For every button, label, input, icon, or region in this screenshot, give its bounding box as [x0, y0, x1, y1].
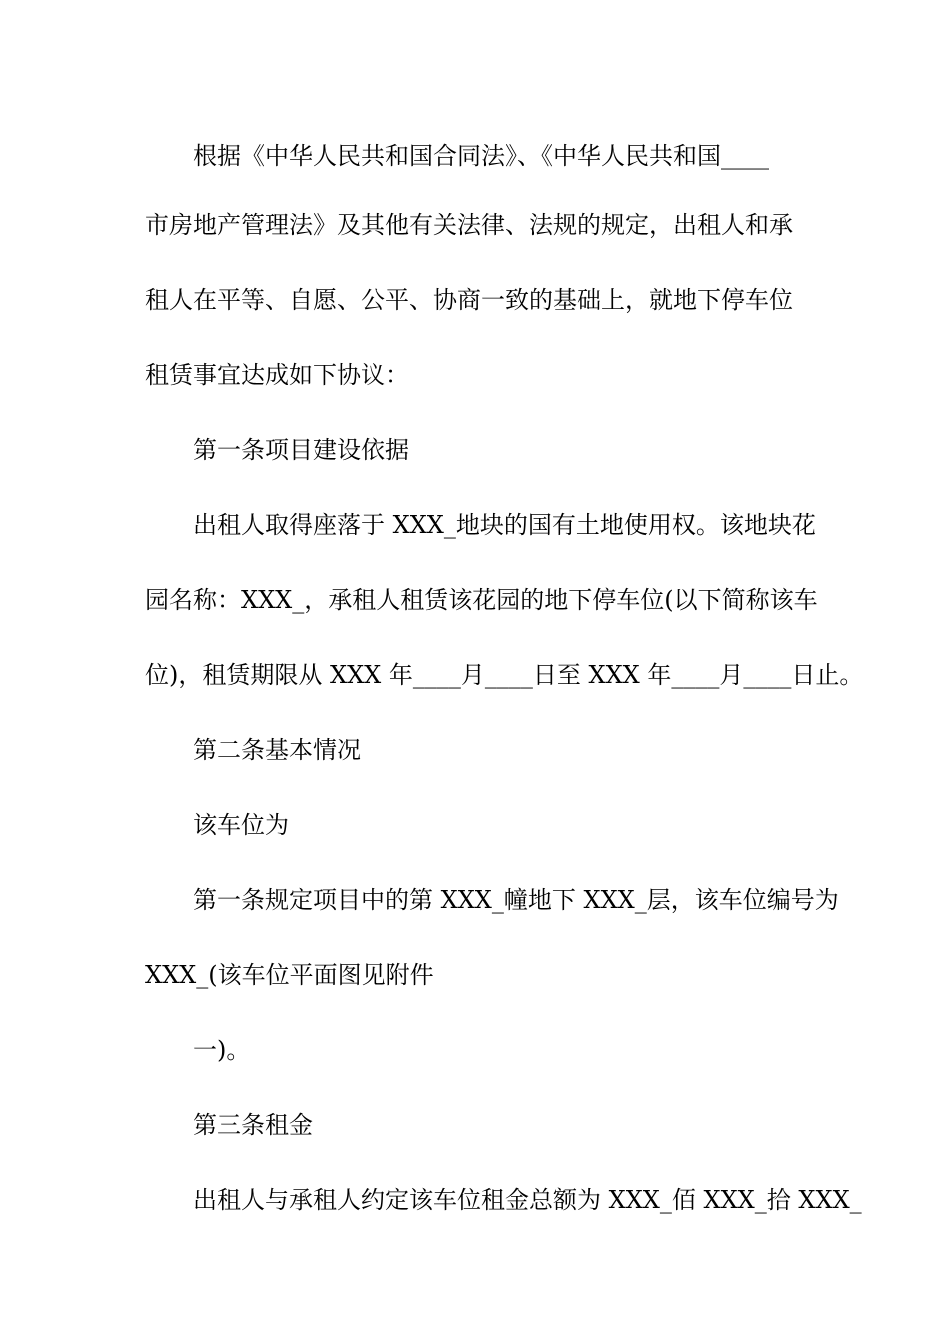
paragraph-line: 市房地产管理法》及其他有关法律、法规的规定，出租人和承 — [145, 211, 793, 239]
paragraph-line: 位)，租赁期限从 XXX 年____月____日至 XXX 年____月____日止。 — [145, 661, 864, 689]
paragraph-line: 根据《中华人民共和国合同法》、《中华人民共和国____ — [193, 142, 769, 170]
paragraph-line: 园名称：XXX_，承租人租赁该花园的地下停车位(以下简称该车 — [145, 586, 818, 614]
paragraph-line: 第一条规定项目中的第 XXX_幢地下 XXX_层，该车位编号为 — [193, 886, 839, 914]
section-heading: 第三条租金 — [193, 1111, 313, 1139]
paragraph-line: XXX_(该车位平面图见附件 — [145, 961, 434, 989]
paragraph-line: 租人在平等、自愿、公平、协商一致的基础上，就地下停车位 — [145, 286, 793, 314]
paragraph-line: 一)。 — [193, 1036, 251, 1064]
paragraph-line: 出租人取得座落于 XXX_地块的国有土地使用权。该地块花 — [193, 511, 816, 539]
section-heading: 第一条项目建设依据 — [193, 436, 409, 464]
paragraph-line: 出租人与承租人约定该车位租金总额为 XXX_佰 XXX_拾 XXX_ — [193, 1186, 862, 1214]
section-heading: 第二条基本情况 — [193, 736, 361, 764]
paragraph-line: 租赁事宜达成如下协议： — [145, 361, 409, 389]
paragraph-line: 该车位为 — [193, 811, 289, 839]
